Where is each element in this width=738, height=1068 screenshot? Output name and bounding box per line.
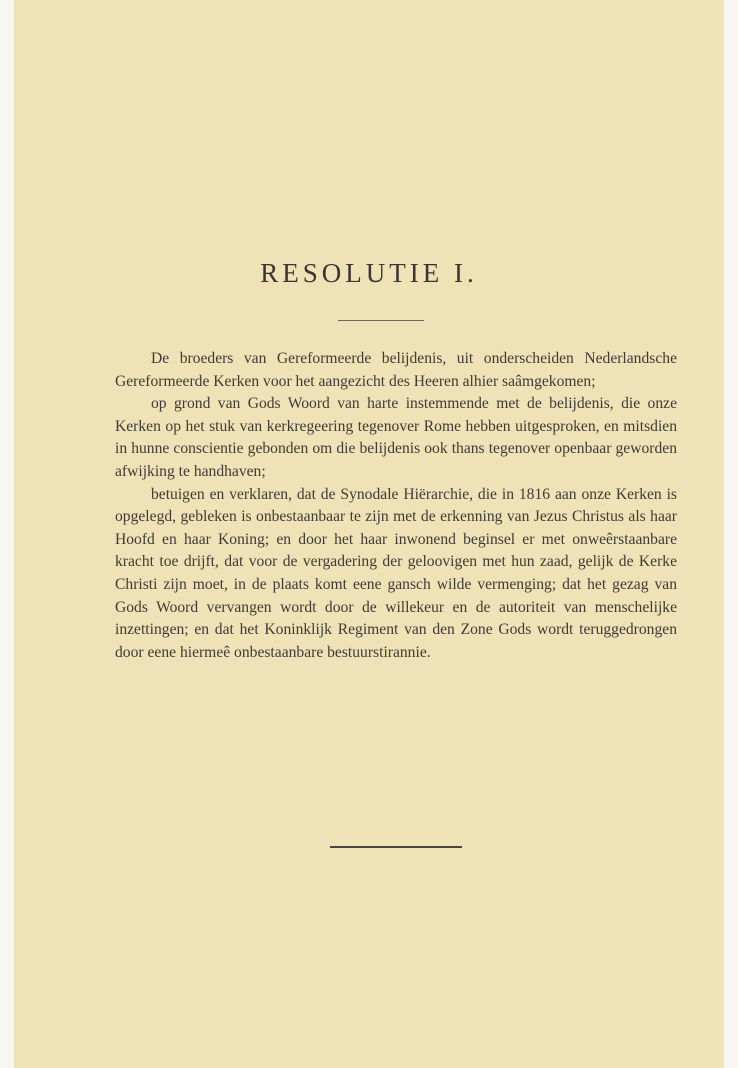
title-divider [338, 320, 424, 321]
page-title: RESOLUTIE I. [260, 258, 478, 288]
book-page [14, 0, 724, 1068]
paragraph-2: op grond van Gods Woord van harte instemmende met de belijdenis, die onze Kerken op het stuk van kerkregeering tegenover Rome hebben uitgesproken, en mitsdien in hunne conscientie gebonden om die belijdenis ook thans tegenover openbaar geworden afwijking te handhaven; [115, 395, 677, 480]
paragraph-3: betuigen en verklaren, dat de Synodale Hiërarchie, die in 1816 aan onze Kerken is opgelegd, gebleken is onbestaanbaar te zijn met de erkenning van Jezus Christus als haar Hoofd en haar Koning; en door het haar inwonend beginsel er met onweêrstaanbare kracht toe drijft, dat voor de vergadering der geloovigen met hun zaad, gelijk de Kerke Christi zijn moet, in de plaats komt eene gansch wilde vermenging; dat het gezag van Gods Woord vervangen wordt door de willekeur en de autoriteit van menschelijke inzettingen; en dat het Koninklijk Regiment van den Zone Gods wordt teruggedrongen door eene hiermeê onbestaanbare bestuurstirannie. [115, 485, 677, 661]
end-divider [330, 846, 462, 848]
paragraph-1: De broeders van Gereformeerde belijdenis, uit onderscheiden Nederlandsche Gereformeerde Kerken voor het aangezicht des Heeren alhier saâmgekomen; [115, 350, 677, 390]
resolution-body [115, 348, 677, 664]
